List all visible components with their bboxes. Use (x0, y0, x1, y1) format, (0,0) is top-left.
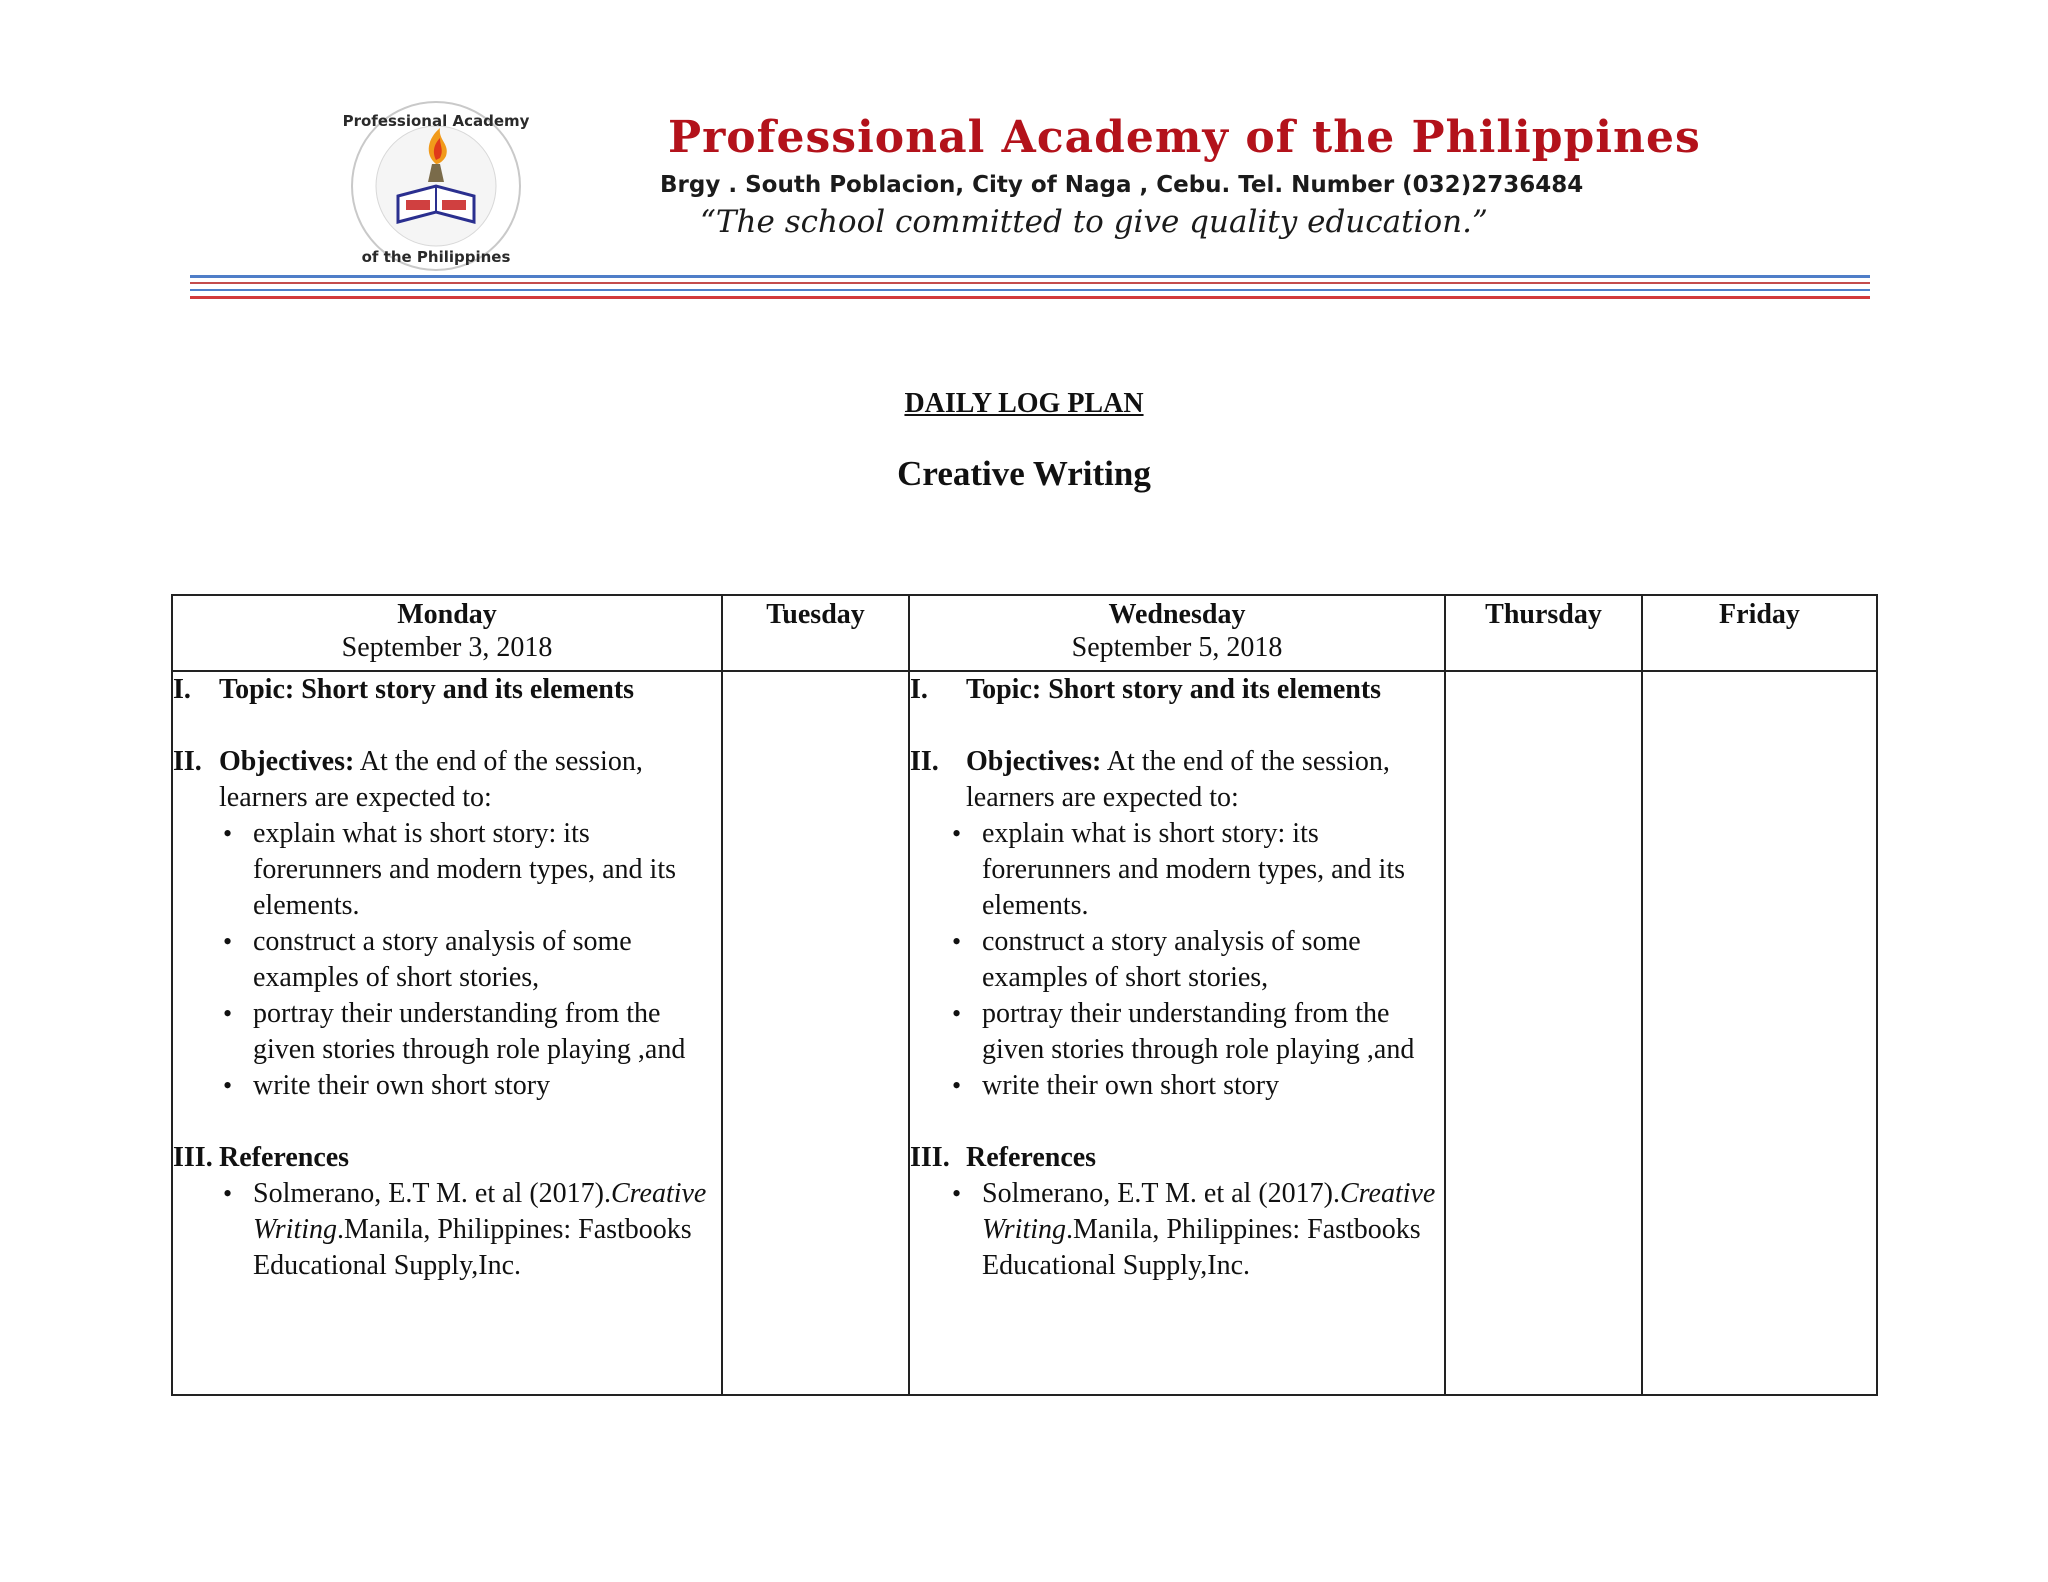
logo-text-top: Professional Academy (342, 112, 530, 130)
thursday-plan-cell (1445, 671, 1642, 1395)
reference-item (948, 1176, 1444, 1284)
list-item: • explain what is short story: its forerunners and modern types, and its elements. (219, 816, 721, 924)
day-name: Monday (397, 599, 497, 630)
reference-authors: Solmerano, E.T M. et al (2017). (982, 1178, 1340, 1209)
section-number: III. (173, 1142, 213, 1173)
day-name: Friday (1719, 599, 1800, 630)
school-name: Professional Academy of the Philippines (668, 112, 1701, 163)
references-label: References (966, 1142, 1097, 1173)
header-rule (190, 296, 1870, 299)
objectives-list (219, 816, 721, 1104)
table-body-row (172, 671, 1877, 1395)
reference-title: Creative Writing (253, 1178, 707, 1245)
day-name: Thursday (1485, 599, 1602, 630)
header-rule (190, 275, 1870, 278)
section-number: II. (173, 746, 202, 777)
school-address: Brgy . South Poblacion, City of Naga , Cebu. Tel. Number (032)2736484 (660, 172, 1584, 198)
objectives-label: Objectives: (966, 746, 1102, 777)
day-date: September 5, 2018 (1071, 632, 1283, 663)
list-item: • construct a story analysis of some examples of short stories, (948, 924, 1444, 996)
topic-section (173, 672, 721, 708)
objectives-intro (966, 744, 1444, 816)
reference-authors: Solmerano, E.T M. et al (2017). (253, 1178, 611, 1209)
section-number: III. (910, 1142, 950, 1173)
references-section (173, 1140, 721, 1176)
list-item: • construct a story analysis of some examples of short stories, (219, 924, 721, 996)
list-item: • portray their understanding from the given stories through role playing ,and (948, 996, 1444, 1068)
monday-plan-cell (172, 671, 722, 1395)
objectives-section (910, 744, 1444, 816)
references-list (219, 1176, 721, 1284)
topic-text: Topic: Short story and its elements (219, 674, 635, 705)
references-section (910, 1140, 1444, 1176)
objectives-list (948, 816, 1444, 1104)
school-logo (328, 94, 548, 274)
references-list (948, 1176, 1444, 1284)
objectives-intro (219, 744, 721, 816)
reference-item (219, 1176, 721, 1284)
reference-publisher: .Manila, Philippines: Fastbooks Educational Supply,Inc. (253, 1214, 692, 1281)
section-number: I. (910, 674, 928, 705)
friday-plan-cell (1642, 671, 1877, 1395)
list-item: • portray their understanding from the given stories through role playing ,and (219, 996, 721, 1068)
day-name: Tuesday (766, 599, 865, 630)
section-number: II. (910, 746, 939, 777)
reference-publisher: .Manila, Philippines: Fastbooks Educational Supply,Inc. (982, 1214, 1421, 1281)
header-rule (190, 289, 1870, 291)
table-header-row (172, 595, 1877, 671)
logo-text-bottom: of the Philippines (361, 248, 511, 266)
daily-log-table (171, 594, 1878, 1396)
objectives-label: Objectives: (219, 746, 355, 777)
day-name: Wednesday (1108, 599, 1246, 630)
references-label: References (219, 1142, 350, 1173)
header-wednesday (909, 595, 1445, 671)
school-motto: “The school committed to give quality education.” (700, 204, 1488, 240)
day-date: September 3, 2018 (341, 632, 553, 663)
topic-section (910, 672, 1444, 708)
wednesday-plan-cell (909, 671, 1445, 1395)
header-friday (1642, 595, 1877, 671)
topic-text: Topic: Short story and its elements (966, 674, 1382, 705)
objectives-section (173, 744, 721, 816)
document-subtitle: Creative Writing (897, 454, 1151, 493)
objectives-intro-text: At the end of the session, learners are expected to: (219, 746, 643, 813)
tuesday-plan-cell (722, 671, 909, 1395)
list-item: • write their own short story (219, 1068, 721, 1104)
header-thursday (1445, 595, 1642, 671)
letterhead (0, 0, 2048, 310)
section-number: I. (173, 674, 191, 705)
header-tuesday (722, 595, 909, 671)
reference-title: Creative Writing (982, 1178, 1436, 1245)
document-title: DAILY LOG PLAN (904, 388, 1144, 419)
header-monday (172, 595, 722, 671)
objectives-intro-text: At the end of the session, learners are expected to: (966, 746, 1390, 813)
list-item: • explain what is short story: its forerunners and modern types, and its elements. (948, 816, 1444, 924)
header-rule (190, 282, 1870, 284)
list-item: • write their own short story (948, 1068, 1444, 1104)
